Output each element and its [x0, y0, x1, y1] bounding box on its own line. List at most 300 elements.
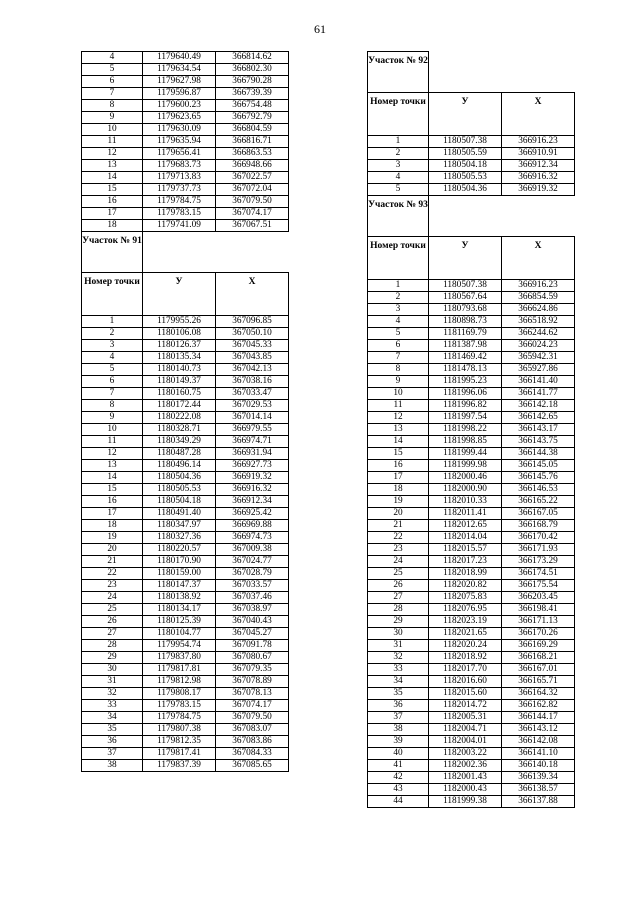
point-number-cell: 9	[82, 412, 143, 424]
y-coordinate-cell: 1182012.65	[429, 520, 502, 532]
table-row	[82, 568, 289, 580]
table-row	[368, 592, 575, 604]
x-coordinate-cell: 367033.47	[216, 388, 289, 400]
y-coordinate-cell: 1179783.15	[143, 208, 216, 220]
table-row	[368, 388, 575, 400]
table-row	[82, 508, 289, 520]
x-coordinate-cell: 366919.32	[216, 472, 289, 484]
x-coordinate-cell: 367072.04	[216, 184, 289, 196]
y-coordinate-cell: 1182020.82	[429, 580, 502, 592]
x-coordinate-cell: 365942.31	[502, 352, 575, 364]
y-coordinate-cell: 1180898.73	[429, 316, 502, 328]
point-number-cell: 18	[82, 220, 143, 232]
point-number-cell: 21	[368, 520, 429, 532]
point-number-header: Номер точки	[368, 237, 429, 280]
table-row	[368, 640, 575, 652]
x-coordinate-cell: 366916.32	[502, 172, 575, 184]
point-number-cell: 9	[82, 112, 143, 124]
point-number-cell: 36	[368, 700, 429, 712]
section-title-row	[368, 52, 575, 93]
y-coordinate-cell: 1182017.23	[429, 556, 502, 568]
point-number-cell: 3	[82, 340, 143, 352]
y-coordinate-cell: 1182076.95	[429, 604, 502, 616]
y-coordinate-cell: 1182011.41	[429, 508, 502, 520]
point-number-cell: 5	[368, 184, 429, 196]
point-number-cell: 3	[368, 304, 429, 316]
x-coordinate-cell: 367045.33	[216, 340, 289, 352]
y-header: У	[429, 93, 502, 136]
point-number-cell: 34	[82, 712, 143, 724]
point-number-cell: 17	[368, 472, 429, 484]
point-number-cell: 13	[82, 160, 143, 172]
y-coordinate-cell: 1180507.38	[429, 136, 502, 148]
table-row	[82, 184, 289, 196]
table-row	[82, 640, 289, 652]
table-row	[368, 724, 575, 736]
table-row	[82, 352, 289, 364]
y-coordinate-cell: 1180504.36	[143, 472, 216, 484]
table-row	[82, 664, 289, 676]
point-number-cell: 2	[368, 292, 429, 304]
point-number-cell: 35	[82, 724, 143, 736]
x-coordinate-cell: 366244.62	[502, 328, 575, 340]
x-header: Х	[502, 237, 575, 280]
x-coordinate-cell: 367074.17	[216, 208, 289, 220]
table-row	[368, 292, 575, 304]
point-number-cell: 12	[82, 448, 143, 460]
x-coordinate-cell: 366167.05	[502, 508, 575, 520]
x-coordinate-cell: 367037.46	[216, 592, 289, 604]
table-row	[368, 628, 575, 640]
point-number-cell: 9	[368, 376, 429, 388]
point-number-cell: 7	[82, 88, 143, 100]
point-number-cell: 26	[368, 580, 429, 592]
x-coordinate-cell: 366137.88	[502, 796, 575, 808]
table-row	[82, 172, 289, 184]
table-row	[368, 664, 575, 676]
y-coordinate-cell: 1180135.34	[143, 352, 216, 364]
section-title-blank	[429, 196, 575, 237]
y-coordinate-cell: 1180147.37	[143, 580, 216, 592]
table-row	[82, 652, 289, 664]
table-row	[368, 580, 575, 592]
point-number-cell: 11	[368, 400, 429, 412]
table-row	[368, 520, 575, 532]
point-number-cell: 23	[368, 544, 429, 556]
point-number-cell: 16	[368, 460, 429, 472]
point-number-cell: 32	[82, 688, 143, 700]
x-coordinate-cell: 367083.86	[216, 736, 289, 748]
y-coordinate-cell: 1180160.75	[143, 388, 216, 400]
point-number-cell: 24	[368, 556, 429, 568]
table-row	[368, 460, 575, 472]
point-number-cell: 7	[368, 352, 429, 364]
y-coordinate-cell: 1182003.22	[429, 748, 502, 760]
point-number-cell: 38	[368, 724, 429, 736]
point-number-cell: 5	[82, 64, 143, 76]
x-coordinate-cell: 366912.34	[216, 496, 289, 508]
x-coordinate-cell: 366863.53	[216, 148, 289, 160]
x-coordinate-cell: 366518.92	[502, 316, 575, 328]
x-coordinate-cell: 366739.39	[216, 88, 289, 100]
table-row	[368, 736, 575, 748]
table-row	[82, 76, 289, 88]
point-number-cell: 2	[82, 328, 143, 340]
section-title: Участок № 93	[368, 196, 429, 237]
table-row	[368, 184, 575, 196]
table-row	[368, 676, 575, 688]
y-coordinate-cell: 1179784.75	[143, 712, 216, 724]
y-coordinate-cell: 1179817.81	[143, 664, 216, 676]
point-number-cell: 22	[82, 568, 143, 580]
y-coordinate-cell: 1182014.04	[429, 532, 502, 544]
y-coordinate-cell: 1179596.87	[143, 88, 216, 100]
x-coordinate-cell: 366816.71	[216, 136, 289, 148]
table-row	[368, 784, 575, 796]
y-coordinate-cell: 1179737.73	[143, 184, 216, 196]
table-row	[368, 352, 575, 364]
point-number-cell: 33	[368, 664, 429, 676]
x-coordinate-cell: 366142.65	[502, 412, 575, 424]
table-row	[82, 544, 289, 556]
point-number-cell: 14	[368, 436, 429, 448]
y-coordinate-cell: 1179713.83	[143, 172, 216, 184]
x-coordinate-cell: 367074.17	[216, 700, 289, 712]
point-number-cell: 8	[368, 364, 429, 376]
table-row	[368, 496, 575, 508]
y-header: У	[143, 273, 216, 316]
table-row	[368, 772, 575, 784]
table-row	[368, 652, 575, 664]
y-coordinate-cell: 1182020.24	[429, 640, 502, 652]
x-coordinate-cell: 366146.53	[502, 484, 575, 496]
y-coordinate-cell: 1181999.38	[429, 796, 502, 808]
x-coordinate-cell: 366141.10	[502, 748, 575, 760]
table-row	[82, 532, 289, 544]
y-coordinate-cell: 1182017.70	[429, 664, 502, 676]
x-coordinate-cell: 367028.79	[216, 568, 289, 580]
x-coordinate-cell: 366802.30	[216, 64, 289, 76]
table-row	[368, 400, 575, 412]
y-coordinate-cell: 1180349.29	[143, 436, 216, 448]
point-number-cell: 35	[368, 688, 429, 700]
point-number-cell: 31	[82, 676, 143, 688]
x-coordinate-cell: 366143.12	[502, 724, 575, 736]
y-coordinate-cell: 1181998.22	[429, 424, 502, 436]
y-coordinate-cell: 1180149.37	[143, 376, 216, 388]
x-coordinate-cell: 366925.42	[216, 508, 289, 520]
y-coordinate-cell: 1182018.99	[429, 568, 502, 580]
point-number-cell: 15	[82, 484, 143, 496]
x-coordinate-cell: 367045.27	[216, 628, 289, 640]
table-row	[368, 412, 575, 424]
point-number-cell: 33	[82, 700, 143, 712]
table-row	[82, 472, 289, 484]
table-row	[368, 616, 575, 628]
y-coordinate-cell: 1180170.90	[143, 556, 216, 568]
point-number-cell: 8	[82, 400, 143, 412]
point-number-cell: 37	[82, 748, 143, 760]
y-coordinate-cell: 1180496.14	[143, 460, 216, 472]
x-coordinate-cell: 366167.01	[502, 664, 575, 676]
header-row	[368, 93, 575, 136]
point-number-cell: 44	[368, 796, 429, 808]
y-coordinate-cell: 1181999.44	[429, 448, 502, 460]
point-number-header: Номер точки	[368, 93, 429, 136]
table-row	[368, 328, 575, 340]
x-coordinate-cell: 366165.22	[502, 496, 575, 508]
table-row	[82, 136, 289, 148]
y-coordinate-cell: 1181998.85	[429, 436, 502, 448]
point-number-cell: 11	[82, 436, 143, 448]
point-number-cell: 17	[82, 208, 143, 220]
x-coordinate-cell: 367085.65	[216, 760, 289, 772]
table-row	[368, 544, 575, 556]
table-row	[82, 592, 289, 604]
y-coordinate-cell: 1179635.94	[143, 136, 216, 148]
x-coordinate-cell: 366170.26	[502, 628, 575, 640]
section-title: Участок № 91	[82, 232, 143, 273]
x-coordinate-cell: 366145.76	[502, 472, 575, 484]
x-coordinate-cell: 366175.54	[502, 580, 575, 592]
point-number-cell: 31	[368, 640, 429, 652]
table-row	[82, 436, 289, 448]
x-coordinate-cell: 367079.50	[216, 712, 289, 724]
point-number-cell: 2	[368, 148, 429, 160]
x-coordinate-cell: 366198.41	[502, 604, 575, 616]
y-coordinate-cell: 1180505.53	[429, 172, 502, 184]
x-coordinate-cell: 366173.29	[502, 556, 575, 568]
point-number-cell: 27	[368, 592, 429, 604]
table-row	[368, 424, 575, 436]
x-coordinate-cell: 366164.32	[502, 688, 575, 700]
x-coordinate-cell: 366144.38	[502, 448, 575, 460]
y-coordinate-cell: 1181996.06	[429, 388, 502, 400]
point-number-cell: 7	[82, 388, 143, 400]
point-number-cell: 1	[368, 280, 429, 292]
y-coordinate-cell: 1179812.98	[143, 676, 216, 688]
point-number-cell: 4	[82, 352, 143, 364]
point-number-cell: 26	[82, 616, 143, 628]
point-number-cell: 12	[82, 148, 143, 160]
point-number-cell: 3	[368, 160, 429, 172]
point-number-cell: 10	[82, 424, 143, 436]
y-coordinate-cell: 1180126.37	[143, 340, 216, 352]
x-coordinate-cell: 367084.33	[216, 748, 289, 760]
table-row	[368, 280, 575, 292]
y-coordinate-cell: 1179812.35	[143, 736, 216, 748]
table-row	[368, 160, 575, 172]
x-coordinate-cell: 366168.79	[502, 520, 575, 532]
x-header: Х	[216, 273, 289, 316]
point-number-cell: 17	[82, 508, 143, 520]
point-number-cell: 6	[368, 340, 429, 352]
table-row	[368, 568, 575, 580]
y-coordinate-cell: 1181997.54	[429, 412, 502, 424]
table-row	[368, 712, 575, 724]
table-row	[82, 328, 289, 340]
y-coordinate-cell: 1181387.98	[429, 340, 502, 352]
x-coordinate-cell: 366141.40	[502, 376, 575, 388]
point-number-cell: 25	[368, 568, 429, 580]
table-row	[368, 484, 575, 496]
y-coordinate-cell: 1180104.77	[143, 628, 216, 640]
table-row	[82, 124, 289, 136]
x-coordinate-cell: 366927.73	[216, 460, 289, 472]
x-coordinate-cell: 367079.50	[216, 196, 289, 208]
y-coordinate-cell: 1179784.75	[143, 196, 216, 208]
point-number-cell: 19	[368, 496, 429, 508]
point-number-cell: 18	[82, 520, 143, 532]
header-row	[368, 237, 575, 280]
table-row	[82, 400, 289, 412]
point-number-cell: 16	[82, 196, 143, 208]
x-coordinate-cell: 367038.97	[216, 604, 289, 616]
x-coordinate-cell: 366174.51	[502, 568, 575, 580]
y-coordinate-cell: 1179837.39	[143, 760, 216, 772]
point-number-cell: 15	[82, 184, 143, 196]
point-number-cell: 29	[368, 616, 429, 628]
y-coordinate-cell: 1181478.13	[429, 364, 502, 376]
point-number-cell: 40	[368, 748, 429, 760]
point-number-cell: 20	[82, 544, 143, 556]
point-number-cell: 6	[82, 376, 143, 388]
y-coordinate-cell: 1180504.36	[429, 184, 502, 196]
x-coordinate-cell: 366974.73	[216, 532, 289, 544]
x-coordinate-cell: 366142.08	[502, 736, 575, 748]
table-row	[82, 196, 289, 208]
x-header: Х	[502, 93, 575, 136]
x-coordinate-cell: 367033.57	[216, 580, 289, 592]
y-coordinate-cell: 1180491.40	[143, 508, 216, 520]
x-coordinate-cell: 367009.38	[216, 544, 289, 556]
point-number-cell: 11	[82, 136, 143, 148]
table-row	[82, 628, 289, 640]
table-row	[82, 676, 289, 688]
x-coordinate-cell: 367022.57	[216, 172, 289, 184]
y-coordinate-cell: 1182004.71	[429, 724, 502, 736]
x-coordinate-cell: 367091.78	[216, 640, 289, 652]
x-coordinate-cell: 367024.77	[216, 556, 289, 568]
y-header: У	[429, 237, 502, 280]
point-number-cell: 28	[368, 604, 429, 616]
x-coordinate-cell: 366142.18	[502, 400, 575, 412]
point-number-cell: 22	[368, 532, 429, 544]
point-number-cell: 24	[82, 592, 143, 604]
y-coordinate-cell: 1182075.83	[429, 592, 502, 604]
y-coordinate-cell: 1181995.23	[429, 376, 502, 388]
x-coordinate-cell: 366624.86	[502, 304, 575, 316]
table-row	[368, 448, 575, 460]
y-coordinate-cell: 1179640.49	[143, 52, 216, 64]
point-number-cell: 21	[82, 556, 143, 568]
y-coordinate-cell: 1179630.09	[143, 124, 216, 136]
y-coordinate-cell: 1180505.59	[429, 148, 502, 160]
table-row	[82, 520, 289, 532]
section-title: Участок № 92	[368, 52, 429, 93]
point-number-cell: 13	[82, 460, 143, 472]
y-coordinate-cell: 1179808.17	[143, 688, 216, 700]
table-row	[368, 472, 575, 484]
y-coordinate-cell: 1182015.60	[429, 688, 502, 700]
x-coordinate-cell: 366140.18	[502, 760, 575, 772]
table-row	[82, 496, 289, 508]
table-row	[82, 484, 289, 496]
table-row	[368, 532, 575, 544]
table-row	[368, 340, 575, 352]
point-number-cell: 4	[82, 52, 143, 64]
table-row	[82, 700, 289, 712]
table-row	[82, 64, 289, 76]
x-coordinate-cell: 366854.59	[502, 292, 575, 304]
table-row	[82, 616, 289, 628]
y-coordinate-cell: 1179955.26	[143, 316, 216, 328]
point-number-cell: 30	[82, 664, 143, 676]
y-coordinate-cell: 1180487.28	[143, 448, 216, 460]
table-row	[368, 148, 575, 160]
point-number-cell: 13	[368, 424, 429, 436]
x-coordinate-cell: 366804.59	[216, 124, 289, 136]
x-coordinate-cell: 367067.51	[216, 220, 289, 232]
left-coordinates-table	[81, 51, 289, 772]
x-coordinate-cell: 366931.94	[216, 448, 289, 460]
x-coordinate-cell: 366143.75	[502, 436, 575, 448]
x-coordinate-cell: 366171.93	[502, 544, 575, 556]
section-title-blank	[143, 232, 289, 273]
point-number-cell: 19	[82, 532, 143, 544]
table-row	[82, 88, 289, 100]
table-row	[368, 748, 575, 760]
x-coordinate-cell: 367080.67	[216, 652, 289, 664]
point-number-cell: 5	[368, 328, 429, 340]
x-coordinate-cell: 366792.79	[216, 112, 289, 124]
table-row	[82, 100, 289, 112]
point-number-cell: 4	[368, 316, 429, 328]
y-coordinate-cell: 1182016.60	[429, 676, 502, 688]
point-number-cell: 14	[82, 172, 143, 184]
point-number-cell: 42	[368, 772, 429, 784]
y-coordinate-cell: 1180347.97	[143, 520, 216, 532]
x-coordinate-cell: 366919.32	[502, 184, 575, 196]
y-coordinate-cell: 1180327.36	[143, 532, 216, 544]
y-coordinate-cell: 1180172.44	[143, 400, 216, 412]
y-coordinate-cell: 1180222.08	[143, 412, 216, 424]
x-coordinate-cell: 366969.88	[216, 520, 289, 532]
table-row	[368, 760, 575, 772]
x-coordinate-cell: 367078.13	[216, 688, 289, 700]
y-coordinate-cell: 1180106.08	[143, 328, 216, 340]
right-coordinates-table	[367, 51, 575, 808]
page-number: 61	[314, 22, 326, 36]
x-coordinate-cell: 367038.16	[216, 376, 289, 388]
x-coordinate-cell: 366203.45	[502, 592, 575, 604]
y-coordinate-cell: 1181999.98	[429, 460, 502, 472]
x-coordinate-cell: 366169.29	[502, 640, 575, 652]
table-row	[82, 316, 289, 328]
x-coordinate-cell: 366138.57	[502, 784, 575, 796]
table-row	[82, 460, 289, 472]
table-row	[368, 688, 575, 700]
y-coordinate-cell: 1182004.01	[429, 736, 502, 748]
point-number-cell: 1	[82, 316, 143, 328]
y-coordinate-cell: 1179817.41	[143, 748, 216, 760]
x-coordinate-cell: 366948.66	[216, 160, 289, 172]
point-number-cell: 38	[82, 760, 143, 772]
y-coordinate-cell: 1182000.43	[429, 784, 502, 796]
table-row	[82, 376, 289, 388]
y-coordinate-cell: 1179627.98	[143, 76, 216, 88]
point-number-cell: 14	[82, 472, 143, 484]
